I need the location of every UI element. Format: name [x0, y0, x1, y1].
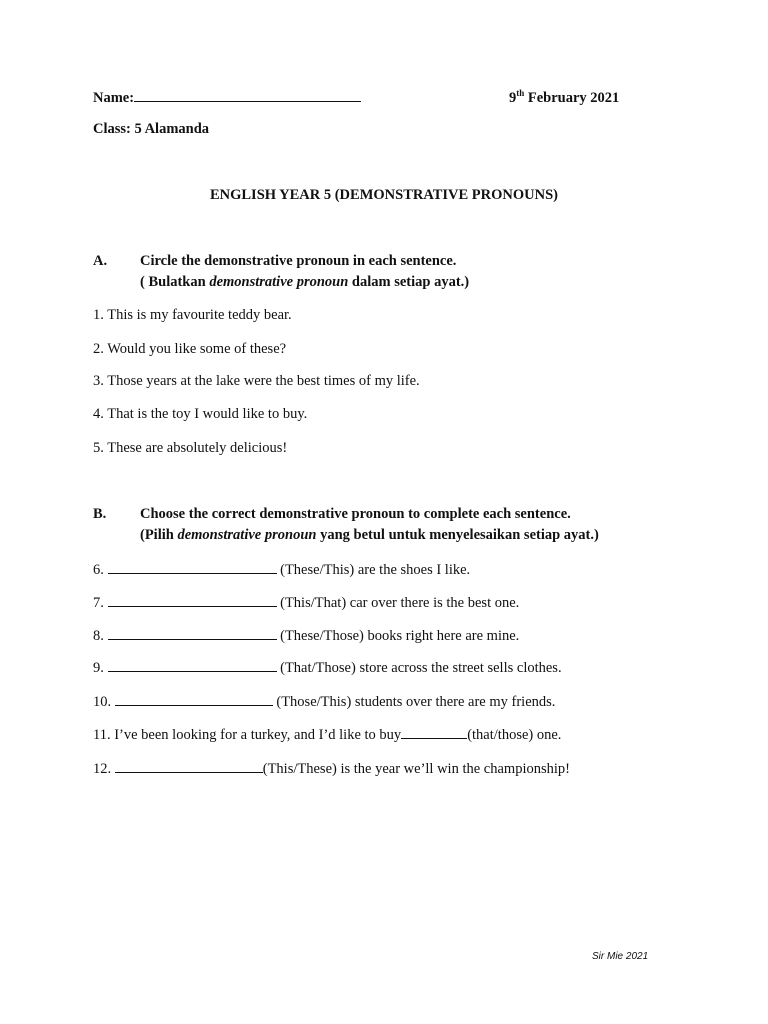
translation-prefix: (Pilih: [140, 527, 178, 543]
question-text: (This/That) car over there is the best one.: [280, 595, 520, 611]
question-text: I’ve been looking for a turkey, and I’d like to buy: [114, 727, 402, 743]
list-item: 4. That is the toy I would like to buy.: [93, 406, 308, 422]
answer-blank[interactable]: [401, 725, 467, 739]
question-number: 7.: [93, 595, 104, 611]
date-day: 9: [509, 89, 517, 106]
answer-blank[interactable]: [115, 759, 263, 773]
question-row: [93, 759, 570, 778]
date-rest: February 2021: [524, 89, 620, 106]
list-item: 3. Those years at the lake were the best times of my life.: [93, 373, 420, 389]
answer-blank[interactable]: [115, 692, 273, 706]
list-item: 5. These are absolutely delicious!: [93, 440, 288, 456]
question-number: 8.: [93, 628, 104, 644]
translation-term: demonstrative pronoun: [209, 274, 349, 290]
name-row: [93, 88, 361, 107]
question-row: [93, 692, 555, 711]
question-text: (That/Those) store across the street sells clothes.: [280, 660, 562, 676]
question-row: [93, 658, 562, 677]
question-row: [93, 560, 470, 579]
worksheet-title: ENGLISH YEAR 5 (DEMONSTRATIVE PRONOUNS): [209, 187, 559, 203]
question-number: 9.: [93, 660, 104, 676]
date: [509, 88, 619, 107]
answer-blank[interactable]: [108, 560, 277, 574]
section-b-letter: B.: [93, 506, 107, 522]
translation-term: demonstrative pronoun: [177, 527, 317, 543]
question-number: 12.: [93, 761, 112, 777]
date-suffix: th: [516, 88, 525, 98]
name-blank[interactable]: [134, 88, 361, 102]
answer-blank[interactable]: [108, 658, 277, 672]
question-text: (Those/This) students over there are my friends.: [276, 694, 556, 710]
question-row: [93, 725, 561, 744]
question-text: (These/Those) books right here are mine.: [280, 628, 520, 644]
section-a-letter: A.: [93, 253, 108, 269]
section-a-translation: [140, 274, 469, 291]
question-number: 10.: [93, 694, 112, 710]
answer-blank[interactable]: [108, 626, 277, 640]
question-number: 11.: [93, 727, 111, 743]
question-number: 6.: [93, 562, 104, 578]
question-row: [93, 593, 519, 612]
translation-prefix: ( Bulatkan: [140, 274, 210, 290]
question-text: (These/This) are the shoes I like.: [280, 562, 471, 578]
question-text: (that/those) one.: [467, 727, 562, 743]
question-text: (This/These) is the year we’ll win the championship!: [262, 761, 570, 777]
footer-credit: Sir Mie 2021: [592, 951, 649, 962]
class-label: Class: 5 Alamanda: [93, 121, 210, 137]
name-label: Name:: [93, 90, 135, 106]
list-item: 2. Would you like some of these?: [93, 341, 287, 357]
translation-suffix: dalam setiap ayat.): [348, 274, 470, 290]
section-b-translation: [140, 527, 599, 544]
section-a-instruction: Circle the demonstrative pronoun in each sentence.: [140, 253, 457, 269]
translation-suffix: yang betul untuk menyelesaikan setiap ayat.): [316, 527, 599, 543]
section-b-instruction: Choose the correct demonstrative pronoun to complete each sentence.: [140, 506, 571, 522]
list-item: 1. This is my favourite teddy bear.: [93, 307, 292, 323]
answer-blank[interactable]: [108, 593, 277, 607]
question-row: [93, 626, 519, 645]
